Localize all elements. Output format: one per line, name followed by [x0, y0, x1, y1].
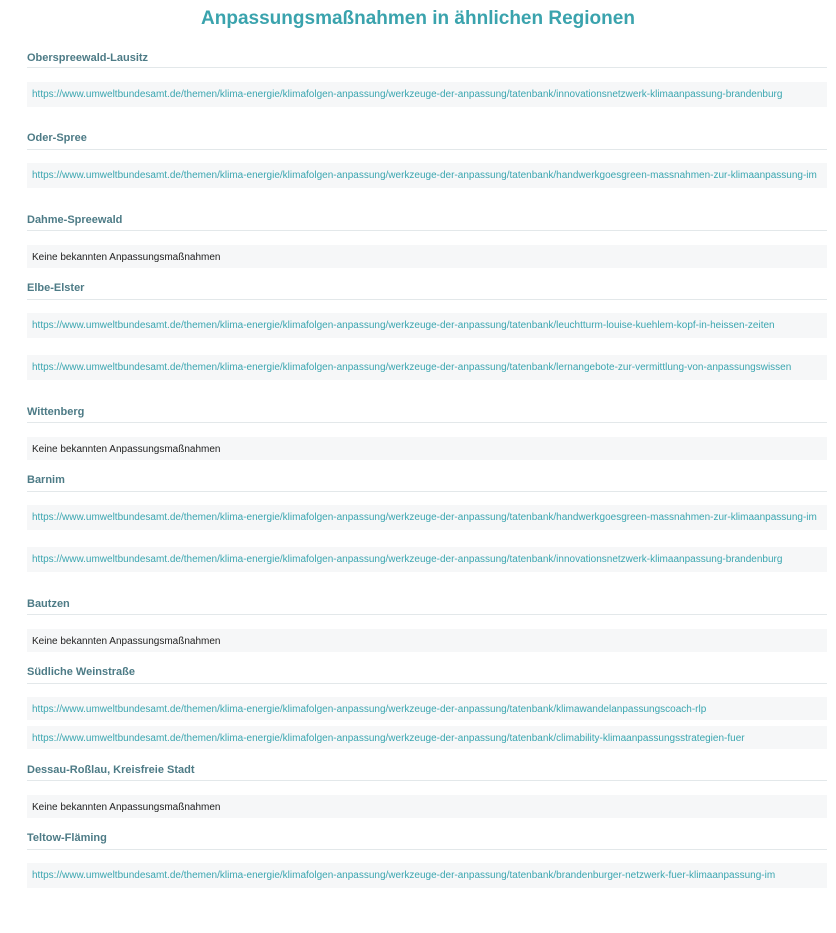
measure-link[interactable]: https://www.umweltbundesamt.de/themen/klima-energie/klimafolgen-anpassung/werkzeuge-der-anpassung/tatenbank/klimawandelanpassungscoach-rlp [32, 704, 707, 715]
region-name: Elbe-Elster [27, 282, 85, 294]
region-name: Barnim [27, 474, 65, 486]
page-title: Anpassungsmaßnahmen in ähnlichen Regionen [201, 8, 635, 29]
region-divider [27, 683, 827, 684]
measure-item [27, 245, 827, 268]
no-measures-text: Keine bekannten Anpassungsmaßnahmen [32, 802, 221, 813]
region-divider [27, 67, 827, 68]
measure-item [27, 863, 827, 888]
region-divider [27, 149, 827, 150]
measure-link[interactable]: https://www.umweltbundesamt.de/themen/klima-energie/klimafolgen-anpassung/werkzeuge-der-anpassung/tatenbank/handwerkgoesgreen-massnahmen-zur-klimaanpassung-im [32, 170, 817, 181]
measure-item [27, 547, 827, 572]
region-name: Bautzen [27, 598, 70, 610]
region-divider [27, 491, 827, 492]
region-divider [27, 849, 827, 850]
region-divider [27, 422, 827, 423]
measure-item [27, 313, 827, 338]
measure-item [27, 697, 827, 720]
measure-item [27, 82, 827, 107]
measure-item [27, 355, 827, 380]
measure-item [27, 505, 827, 530]
region-name: Teltow-Fläming [27, 832, 107, 844]
region-divider [27, 299, 827, 300]
region-divider [27, 614, 827, 615]
measure-link[interactable]: https://www.umweltbundesamt.de/themen/klima-energie/klimafolgen-anpassung/werkzeuge-der-anpassung/tatenbank/brandenburger-netzwerk-fuer-klimaanpassung-im [32, 870, 776, 881]
measure-item [27, 437, 827, 460]
measure-item [27, 726, 827, 749]
region-divider [27, 230, 827, 231]
measure-link[interactable]: https://www.umweltbundesamt.de/themen/klima-energie/klimafolgen-anpassung/werkzeuge-der-anpassung/tatenbank/innovationsnetzwerk-klimaanpassung-brandenburg [32, 89, 783, 100]
region-name: Oder-Spree [27, 132, 87, 144]
region-name: Wittenberg [27, 406, 85, 418]
measure-link[interactable]: https://www.umweltbundesamt.de/themen/klima-energie/klimafolgen-anpassung/werkzeuge-der-anpassung/tatenbank/innovationsnetzwerk-klimaanpassung-brandenburg [32, 554, 783, 565]
region-name: Südliche Weinstraße [27, 666, 135, 678]
no-measures-text: Keine bekannten Anpassungsmaßnahmen [32, 444, 221, 455]
measure-link[interactable]: https://www.umweltbundesamt.de/themen/klima-energie/klimafolgen-anpassung/werkzeuge-der-anpassung/tatenbank/leuchtturm-louise-kuehlem-kopf-in-heissen-zeiten [32, 320, 775, 331]
region-name: Dessau-Roßlau, Kreisfreie Stadt [27, 764, 195, 776]
measure-link[interactable]: https://www.umweltbundesamt.de/themen/klima-energie/klimafolgen-anpassung/werkzeuge-der-anpassung/tatenbank/climability-klimaanpassungsstrategien-fuer [32, 733, 745, 744]
region-name: Oberspreewald-Lausitz [27, 52, 149, 64]
measure-link[interactable]: https://www.umweltbundesamt.de/themen/klima-energie/klimafolgen-anpassung/werkzeuge-der-anpassung/tatenbank/handwerkgoesgreen-massnahmen-zur-klimaanpassung-im [32, 512, 817, 523]
region-name: Dahme-Spreewald [27, 214, 123, 226]
no-measures-text: Keine bekannten Anpassungsmaßnahmen [32, 252, 221, 263]
measure-item [27, 163, 827, 188]
region-divider [27, 780, 827, 781]
measure-item [27, 795, 827, 818]
measure-link[interactable]: https://www.umweltbundesamt.de/themen/klima-energie/klimafolgen-anpassung/werkzeuge-der-anpassung/tatenbank/lernangebote-zur-vermittlung-von-anpassungswissen [32, 362, 792, 373]
no-measures-text: Keine bekannten Anpassungsmaßnahmen [32, 636, 221, 647]
measure-item [27, 629, 827, 652]
